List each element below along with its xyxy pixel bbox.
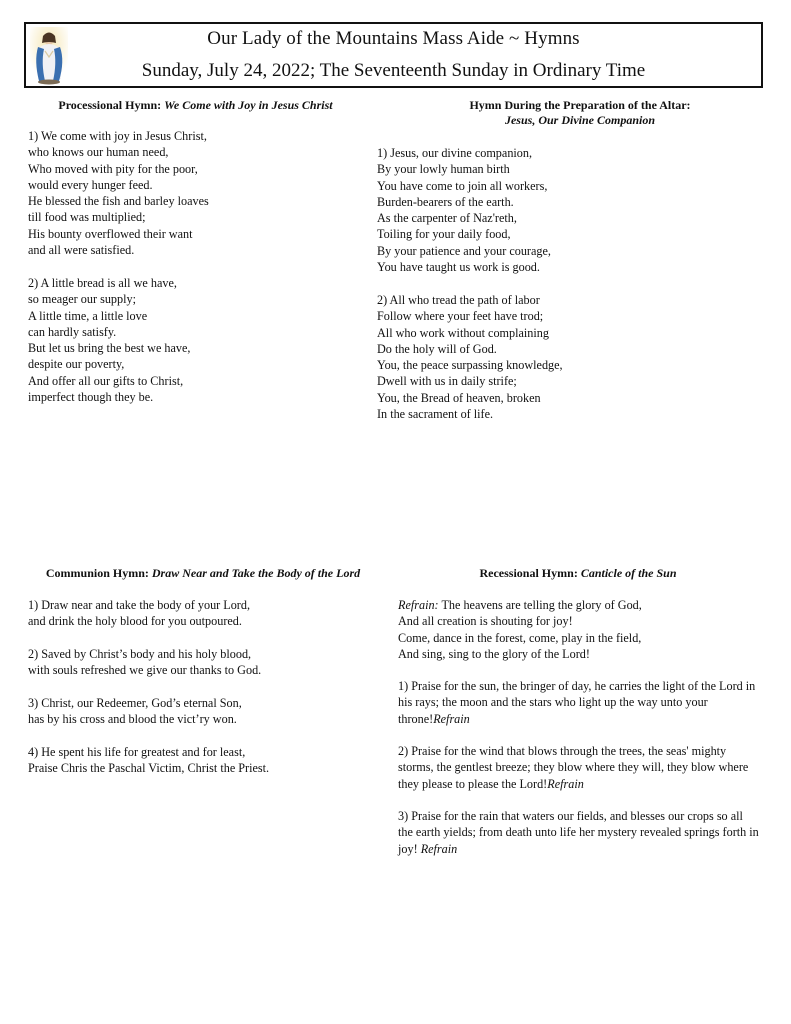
- communion-verse-3: 3) Christ, our Redeemer, God’s eternal Son, has by his cross and blood the vict’ry won.: [28, 696, 242, 727]
- refrain-tag: Refrain: [433, 711, 470, 726]
- refrain-tag: Refrain: [547, 776, 584, 791]
- communion-label: Communion Hymn:: [45, 566, 152, 580]
- recessional-name: Canticle of the Sun: [580, 566, 677, 580]
- communion-verse-1: 1) Draw near and take the body of your Lord, and drink the holy blood for you outpoured.: [28, 598, 251, 629]
- preparation-verse-1: 1) Jesus, our divine companion, By your lowly human birth You have come to join all workers, Burden-bearers of the earth. As the carpenter of Naz'reth, Toiling for your daily food, By your patience and your courage, You have taught us work is good.: [377, 146, 551, 275]
- preparation-label: Hymn During the Preparation of the Altar:: [469, 98, 691, 112]
- preparation-hymn-title: [395, 98, 765, 128]
- preparation-name: Jesus, Our Divine Companion: [504, 113, 656, 127]
- processional-name: We Come with Joy in Jesus Christ: [164, 98, 333, 112]
- communion-verse-4: 4) He spent his life for greatest and for least, Praise Chris the Paschal Victim, Christ the Priest.: [28, 745, 270, 776]
- recessional-label: Recessional Hymn:: [479, 566, 581, 580]
- refrain-label: Refrain:: [398, 598, 439, 612]
- processional-label: Processional Hymn:: [58, 98, 165, 112]
- refrain-text: The heavens are telling the glory of God, And all creation is shouting for joy! Come, dance in the forest, come, play in the field, And sing, sing to the glory of the Lord!: [398, 598, 642, 661]
- processional-verse-1: 1) We come with joy in Jesus Christ, who knows our human need, Who moved with pity for the poor, would every hunger feed. He blessed the fish and barley loaves till food was multiplied; His bounty overflowed their want and all were satisfied.: [28, 129, 209, 258]
- processional-hymn-title: [28, 98, 363, 113]
- recessional-verse-1: 1) Praise for the sun, the bringer of day, he carries the light of the Lord in his rays; the moon and the stars who light up the way unto your throne!Refrain: [398, 679, 756, 726]
- preparation-verse-2: 2) All who tread the path of labor Follow where your feet have trod; All who work without complaining Do the holy will of God. You, the peace surpassing knowledge, Dwell with us in daily strife; You, the Bread of heaven, broken In the sacrament of life.: [377, 293, 563, 422]
- page-title: Our Lady of the Mountains Mass Aide ~ Hymns: [207, 28, 580, 49]
- refrain-tag: Refrain: [420, 841, 458, 856]
- processional-verse-2: 2) A little bread is all we have, so meager our supply; A little time, a little love can hardly satisfy. But let us bring the best we have, despite our poverty, And offer all our gifts to Christ, imperfect though they be.: [28, 276, 191, 405]
- recessional-verse-2: 2) Praise for the wind that blows through the trees, the seas' mighty storms, the gentlest breeze; they blow where they will, they blow where they please to please the Lord!Refrain: [398, 744, 749, 791]
- recessional-hymn-title: [398, 566, 758, 581]
- communion-verse-2: 2) Saved by Christ’s body and his holy blood, with souls refreshed we give our thanks to God.: [28, 647, 262, 678]
- recessional-refrain: [398, 597, 758, 662]
- page-subtitle: Sunday, July 24, 2022; The Seventeenth Sunday in Ordinary Time: [141, 60, 646, 81]
- recessional-verse-3: 3) Praise for the rain that waters our fields, and blesses our crops so all the earth yields; from death unto life her mystery revealed springs forth in joy! Refrain: [398, 809, 759, 856]
- page-header: [24, 22, 763, 88]
- communion-hymn-title: [28, 566, 378, 581]
- communion-name: Draw Near and Take the Body of the Lord: [151, 566, 361, 580]
